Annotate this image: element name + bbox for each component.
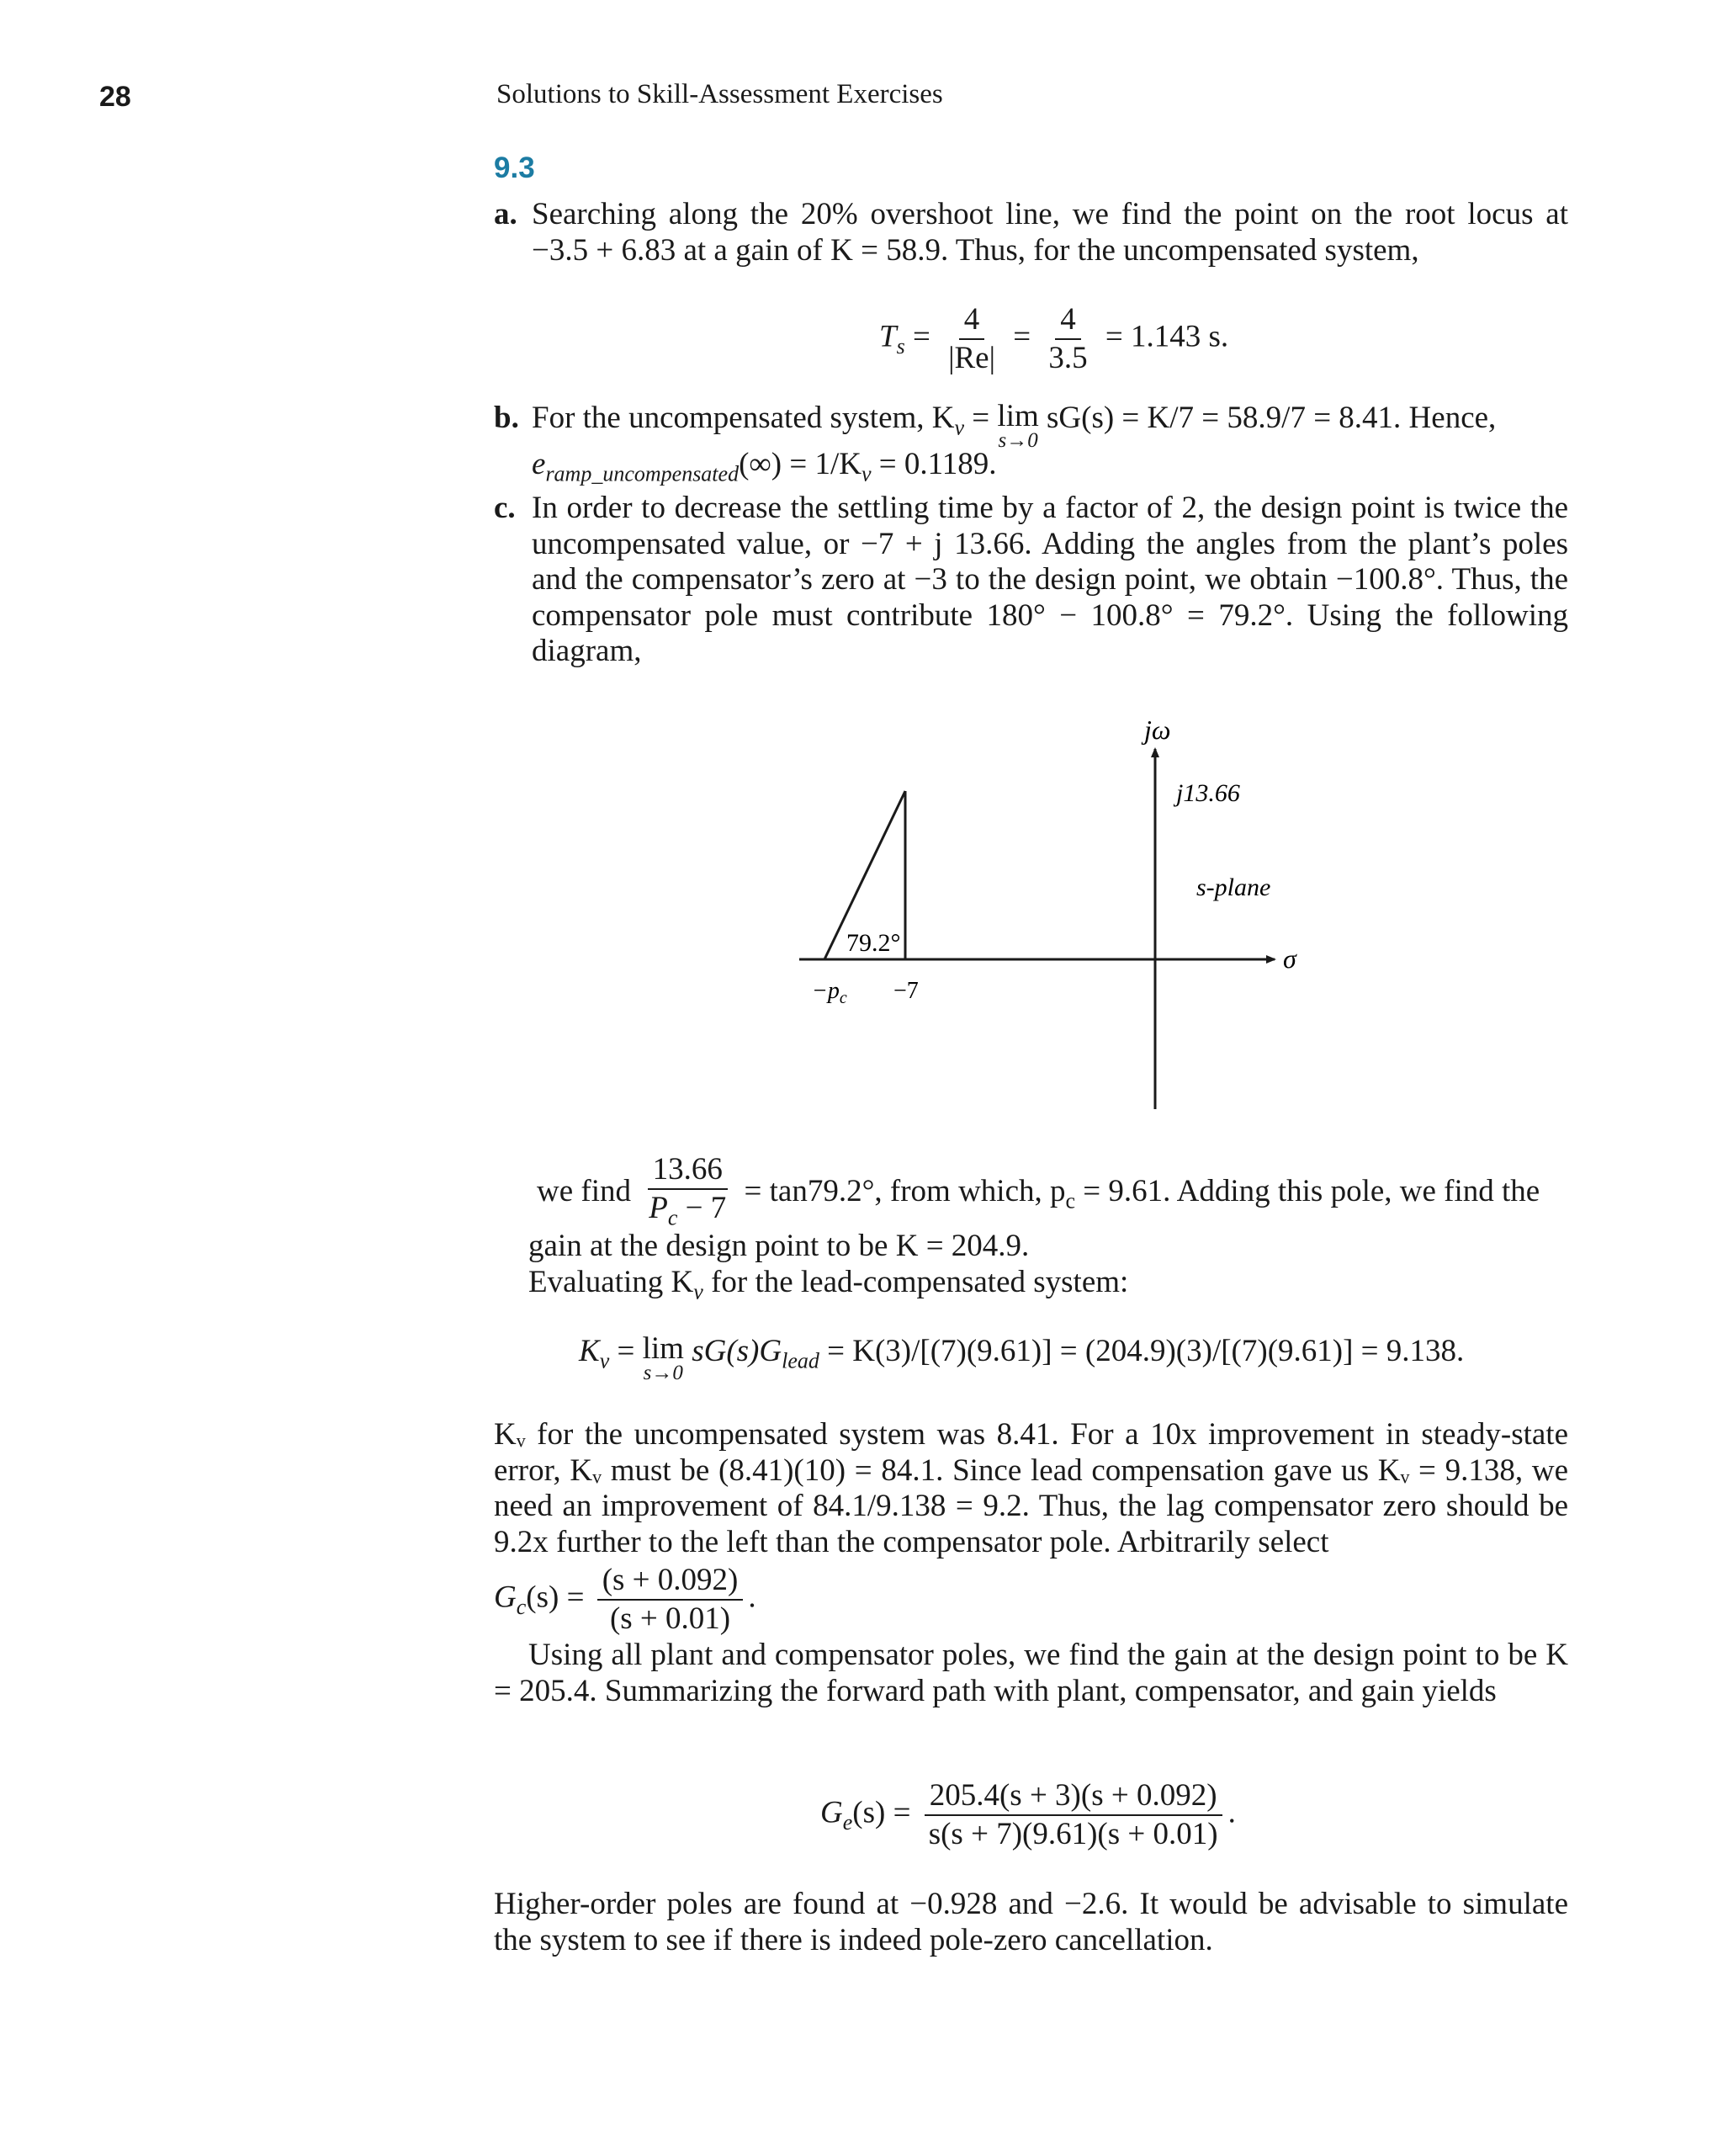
- pc-text-sub: c: [1065, 1188, 1076, 1213]
- kv-subscript: v: [954, 415, 965, 440]
- part-b-label: b.: [494, 401, 519, 435]
- lim-word: lim: [997, 399, 1039, 433]
- gain-paragraph: Using all plant and compensator poles, we find the gain at the design point to be K = 205.4. Summarizing the forward path with plant, compensator, and gain yields: [494, 1638, 1568, 1708]
- part-b-line2-end: = 0.1189.: [878, 447, 997, 481]
- kv-lhs: K: [579, 1334, 600, 1368]
- kv-lim-sub: s→0: [643, 1362, 683, 1384]
- ts-subscript: s: [896, 333, 905, 358]
- ts-frac1-num: 4: [959, 303, 985, 340]
- evaluating-kv-line: [528, 1265, 1568, 1310]
- part-a-line2: −3.5 + 6.83 at a gain of K = 58.9. Thus, for the uncompensated system,: [532, 232, 1419, 268]
- pole-label-main: −p: [812, 978, 840, 1004]
- ts-frac2-den: 3.5: [1048, 341, 1088, 375]
- final-paragraph: Higher-order poles are found at −0.928 and −2.6. It would be advisable to simulate the system to see if there is indeed pole-zero cancellation.: [494, 1887, 1568, 1957]
- ts-fraction-1: [943, 303, 1000, 375]
- j-value-text: j13.66: [1176, 779, 1240, 807]
- pc-sub: c: [667, 1205, 678, 1230]
- part-c: [494, 491, 1568, 670]
- evaluating-text-end: for the lead-compensated system:: [702, 1265, 1129, 1299]
- kv-limit: [643, 1333, 684, 1383]
- settling-time-equation: $T_s$ = $\frac{4}{|Re|}$ = $\frac{4}{3.5}$ = 1.143 s.: [879, 302, 1229, 375]
- minus7-label: −7: [893, 978, 919, 1004]
- j-value-label: [1173, 779, 1240, 807]
- jw-label: jω: [1144, 714, 1171, 745]
- part-c-text: In order to decrease the settling time by a factor of 2, the design point is twice the uncompensated value, or −7 + j 13.66. Adding the angles from the plant’s poles and the compensator’s zero at −3 to the design point, we obtain −100.8°. Thus, the compensator pole must contribute 180° − 100.8° = 79.2°. Using the following diagram,: [532, 491, 1568, 668]
- section-number: 9.3: [494, 151, 535, 184]
- gc-fraction: [597, 1564, 744, 1636]
- sigma-label: σ: [1283, 943, 1296, 974]
- gc-symbol: G: [494, 1580, 517, 1615]
- part-b-text-1: For the uncompensated system, K: [532, 401, 955, 435]
- part-b-text-2: sG(s) = K/7 = 58.9/7 = 8.41. Hence,: [1047, 401, 1497, 435]
- ts-frac2-num: 4: [1055, 303, 1081, 340]
- evaluating-kv-sub: v: [693, 1279, 703, 1304]
- ge-symbol: G: [820, 1795, 843, 1830]
- page-number: 28: [99, 81, 131, 113]
- ts-frac1-den: |Re|: [948, 341, 995, 375]
- kv-mid: sG(s)G: [692, 1334, 782, 1368]
- kv-mid-sub: lead: [782, 1348, 819, 1373]
- part-a-label: a.: [494, 197, 517, 231]
- running-head: Solutions to Skill-Assessment Exercises: [496, 79, 943, 109]
- part-c-label: c.: [494, 491, 516, 525]
- kv-lim-word: lim: [642, 1331, 684, 1366]
- ts-symbol: T: [879, 319, 897, 354]
- ts-fraction-2: [1043, 303, 1092, 375]
- ge-fraction: [924, 1779, 1223, 1851]
- tan-text: = tan79.2°, from which, p: [744, 1174, 1066, 1209]
- evaluating-text: Evaluating K: [528, 1265, 694, 1299]
- ge-num: 205.4(s + 3)(s + 0.092): [925, 1779, 1222, 1816]
- pole-label: [812, 978, 847, 1007]
- gc-equation: [494, 1564, 756, 1636]
- tan-equation: [537, 1153, 1540, 1235]
- gc-arg: (s) =: [526, 1580, 585, 1615]
- part-a-line1: Searching along the 20% overshoot line, we find the point on the root locus at: [532, 197, 1568, 231]
- kv-subscript-2: v: [861, 461, 872, 486]
- tan-frac-num: 13.66: [648, 1153, 728, 1190]
- part-b-line2: (∞) = 1/K: [739, 447, 862, 481]
- ge-equation: [820, 1779, 1236, 1851]
- pc-minus7: − 7: [677, 1191, 727, 1225]
- tan-fraction: [644, 1153, 731, 1235]
- pole-label-sub: c: [839, 989, 847, 1007]
- gc-den: (s + 0.01): [609, 1601, 731, 1636]
- kv-lhs-sub: v: [599, 1348, 610, 1373]
- lim-subscript: s→0: [998, 429, 1038, 452]
- error-subscript: ramp_uncompensated: [545, 461, 740, 486]
- part-a: [494, 197, 1568, 268]
- lag-paragraph: Kᵥ for the uncompensated system was 8.41. For a 10x improvement in steady-state error, Kᵥ must be (8.41)(10) = 84.1. Since lead compensation gave us Kᵥ = 9.138, we need an improvement of 84.1/9.138 = 9.2. Thus, the lag compensator zero should be 9.2x further to the left than the compensator pole. Arbitrarily select: [494, 1417, 1568, 1559]
- ts-result: = 1.143 s.: [1105, 319, 1229, 354]
- ge-sub: e: [842, 1809, 853, 1835]
- gc-end: .: [748, 1580, 756, 1615]
- kv-rhs: = K(3)/[(7)(9.61)] = (204.9)(3)/[(7)(9.61)] = 9.138.: [827, 1334, 1465, 1368]
- tan-text-end: = 9.61. Adding this pole, we find the: [1075, 1174, 1540, 1209]
- kv-lead-equation: [579, 1333, 1464, 1383]
- gc-num: (s + 0.092): [597, 1564, 744, 1601]
- limit-operator: [997, 401, 1038, 450]
- pc-symbol: P: [649, 1191, 668, 1225]
- kv-eq-sign: =: [617, 1334, 635, 1368]
- angle-label: 79.2°: [846, 929, 901, 957]
- part-b-equals: =: [972, 401, 990, 435]
- ge-arg: (s) =: [852, 1795, 911, 1830]
- ge-end: .: [1227, 1795, 1236, 1830]
- s-plane-label: s-plane: [1196, 874, 1271, 901]
- part-b: [494, 401, 1568, 492]
- gain-design-line: gain at the design point to be K = 204.9.: [528, 1229, 1030, 1263]
- gc-sub: c: [516, 1594, 527, 1619]
- error-symbol: e: [532, 447, 546, 481]
- ge-den: s(s + 7)(9.61)(s + 0.01): [928, 1817, 1218, 1851]
- s-plane-diagram: [757, 698, 1346, 1128]
- we-find-text: we find: [537, 1174, 631, 1209]
